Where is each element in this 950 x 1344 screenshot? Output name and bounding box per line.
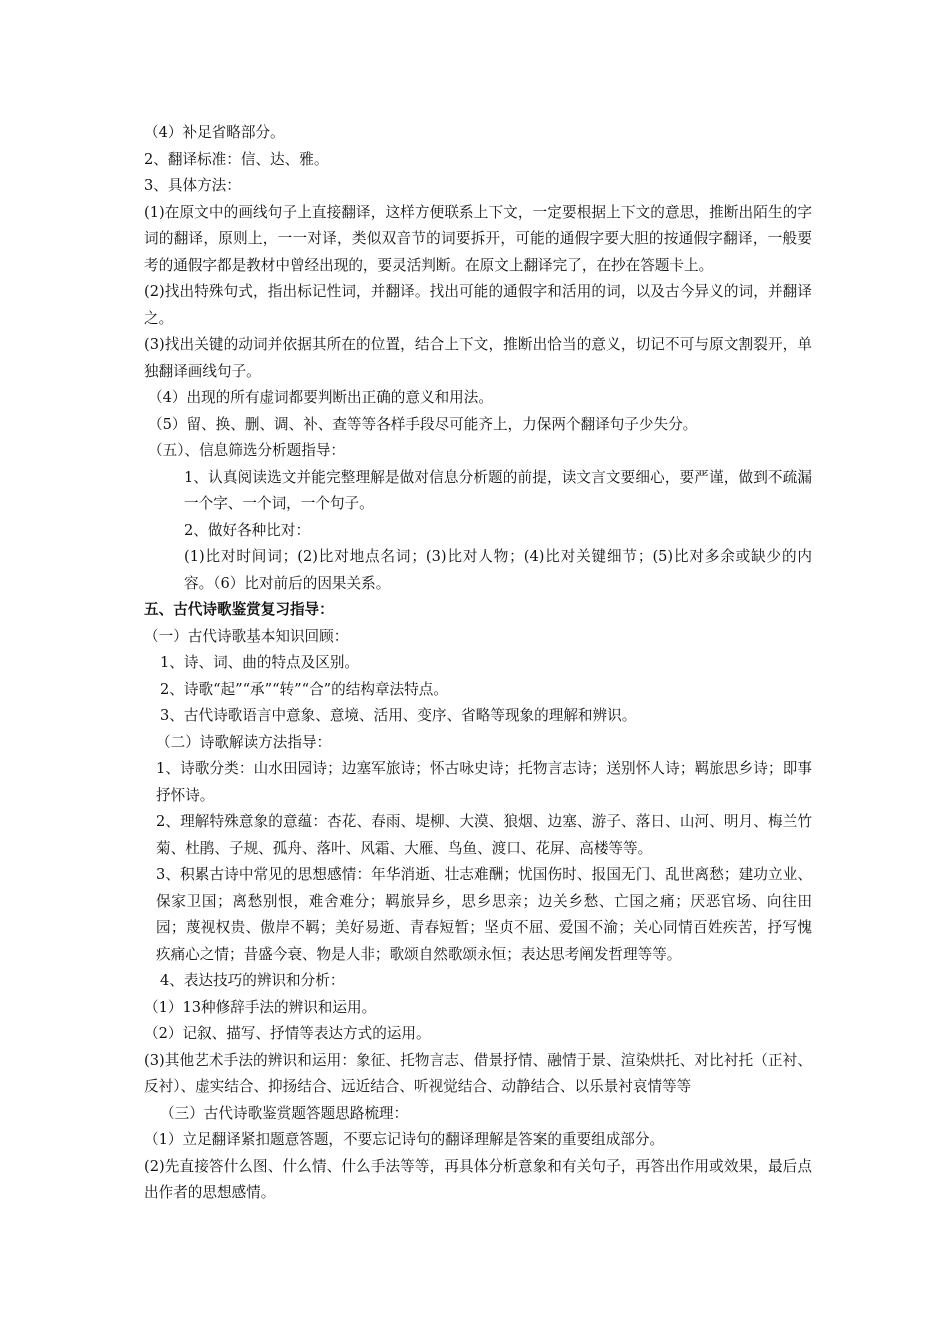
paragraph: (2)先直接答什么图、什么情、什么手法等等，再具体分析意象和有关句子，再答出作用或效果，最后点出作者的思想感情。 [144, 1157, 812, 1201]
text-line: （1）立足翻译紧扣题意答题，不要忘记诗句的翻译理解是答案的重要组成部分。 [144, 1131, 665, 1148]
subsection-heading: （三）古代诗歌鉴赏题答题思路梳理： [160, 1104, 409, 1122]
text-line: （4）补足省略部分。 [144, 124, 285, 141]
text-line: 1、诗、词、曲的特点及区别。 [160, 654, 360, 671]
document-body [144, 120, 812, 1207]
text-line: （2）记叙、描写、抒情等表达方式的运用。 [144, 1025, 431, 1042]
text-line: 3、具体方法： [144, 177, 241, 194]
text-line: 2、做好各种比对： [184, 521, 311, 539]
paragraph: 3、积累古诗中常见的思想感情：年华消逝、壮志难酬；忧国伤时、报国无门、乱世离愁；建功立业、保家卫国；离愁别恨，难舍难分；羁旅异乡，思乡思亲；边关乡愁、亡国之痛；厌恶官场、向往田园；蔑视权贵、傲岸不羁；美好易逝、青春短暂；坚贞不屈、爱国不渝；关心同情百姓疾苦，抒写愧疚痛心之情；昔盛今衰、物是人非；歌颂自然歌颂永恒；表达思考阐发哲理等等。 [156, 866, 812, 963]
paragraph: 1、诗歌分类：山水田园诗；边塞军旅诗；怀古咏史诗；托物言志诗；送别怀人诗；羁旅思乡诗；即事抒怀诗。 [156, 760, 812, 804]
paragraph: 2、理解特殊意象的意蕴：杏花、春雨、堤柳、大漠、狼烟、边塞、游子、落日、山河、明月、梅兰竹菊、杜鹃、子规、孤舟、落叶、风霜、大雁、鸟鱼、渡口、花屏、高楼等等。 [156, 813, 812, 857]
subsection-heading: （五）、信息筛选分析题指导： [148, 442, 346, 459]
text-line: 4、表达技巧的辨识和分析： [160, 972, 345, 989]
text-line: 3、古代诗歌语言中意象、意境、活用、变序、省略等现象的理解和辨识。 [160, 707, 637, 724]
subsection-heading: （二）诗歌解读方法指导： [156, 733, 332, 751]
paragraph: 1、认真阅读选文并能完整理解是做对信息分析题的前提，读文言文要细心，要严谨，做到不疏漏一个字、一个词，一个句子。 [184, 468, 812, 512]
text-line: 2、诗歌“起”“承”“转”“合”的结构章法特点。 [160, 680, 448, 698]
paragraph: (1)比对时间词；(2)比对地点名词；(3)比对人物；(4)比对关键细节；(5)比对多余或缺少的内容。（6）比对前后的因果关系。 [184, 548, 812, 592]
text-line: 2、翻译标准：信、达、雅。 [144, 150, 329, 168]
paragraph: (2)找出特殊句式，指出标记性词，并翻译。找出可能的通假字和活用的词，以及古今异义的词，并翻译之。 [144, 283, 812, 327]
paragraph: (1)在原文中的画线句子上直接翻译，这样方便联系上下文，一定要根据上下文的意思，推断出陌生的字词的翻译，原则上，一一对译，类似双音节的词要拆开，可能的通假字要大胆的按通假字翻译，一般要考的通假字都是教材中曾经出现的，要灵活判断。在原文上翻译完了，在抄在答题卡上。 [144, 203, 812, 274]
text-line: （4）出现的所有虚词都要判断出正确的意义和用法。 [148, 389, 493, 406]
paragraph: (3)找出关键的动词并依据其所在的位置，结合上下文，推断出恰当的意义，切记不可与原文割裂开，单独翻译画线句子。 [144, 336, 812, 380]
text-line: （1）13种修辞手法的辨识和运用。 [144, 998, 377, 1016]
paragraph: (3)其他艺术手法的辨识和运用：象征、托物言志、借景抒情、融情于景、渲染烘托、对比衬托（正衬、反衬）、虚实结合、抑扬结合、远近结合、听视觉结合、动静结合、以乐景衬哀情等等 [144, 1051, 812, 1095]
subsection-heading: （一）古代诗歌基本知识回顾： [144, 627, 349, 645]
section-heading: 五、古代诗歌鉴赏复习指导： [144, 601, 334, 618]
text-line: （5）留、换、删、调、补、查等等各样手段尽可能齐上，力保两个翻译句子少失分。 [148, 415, 698, 433]
